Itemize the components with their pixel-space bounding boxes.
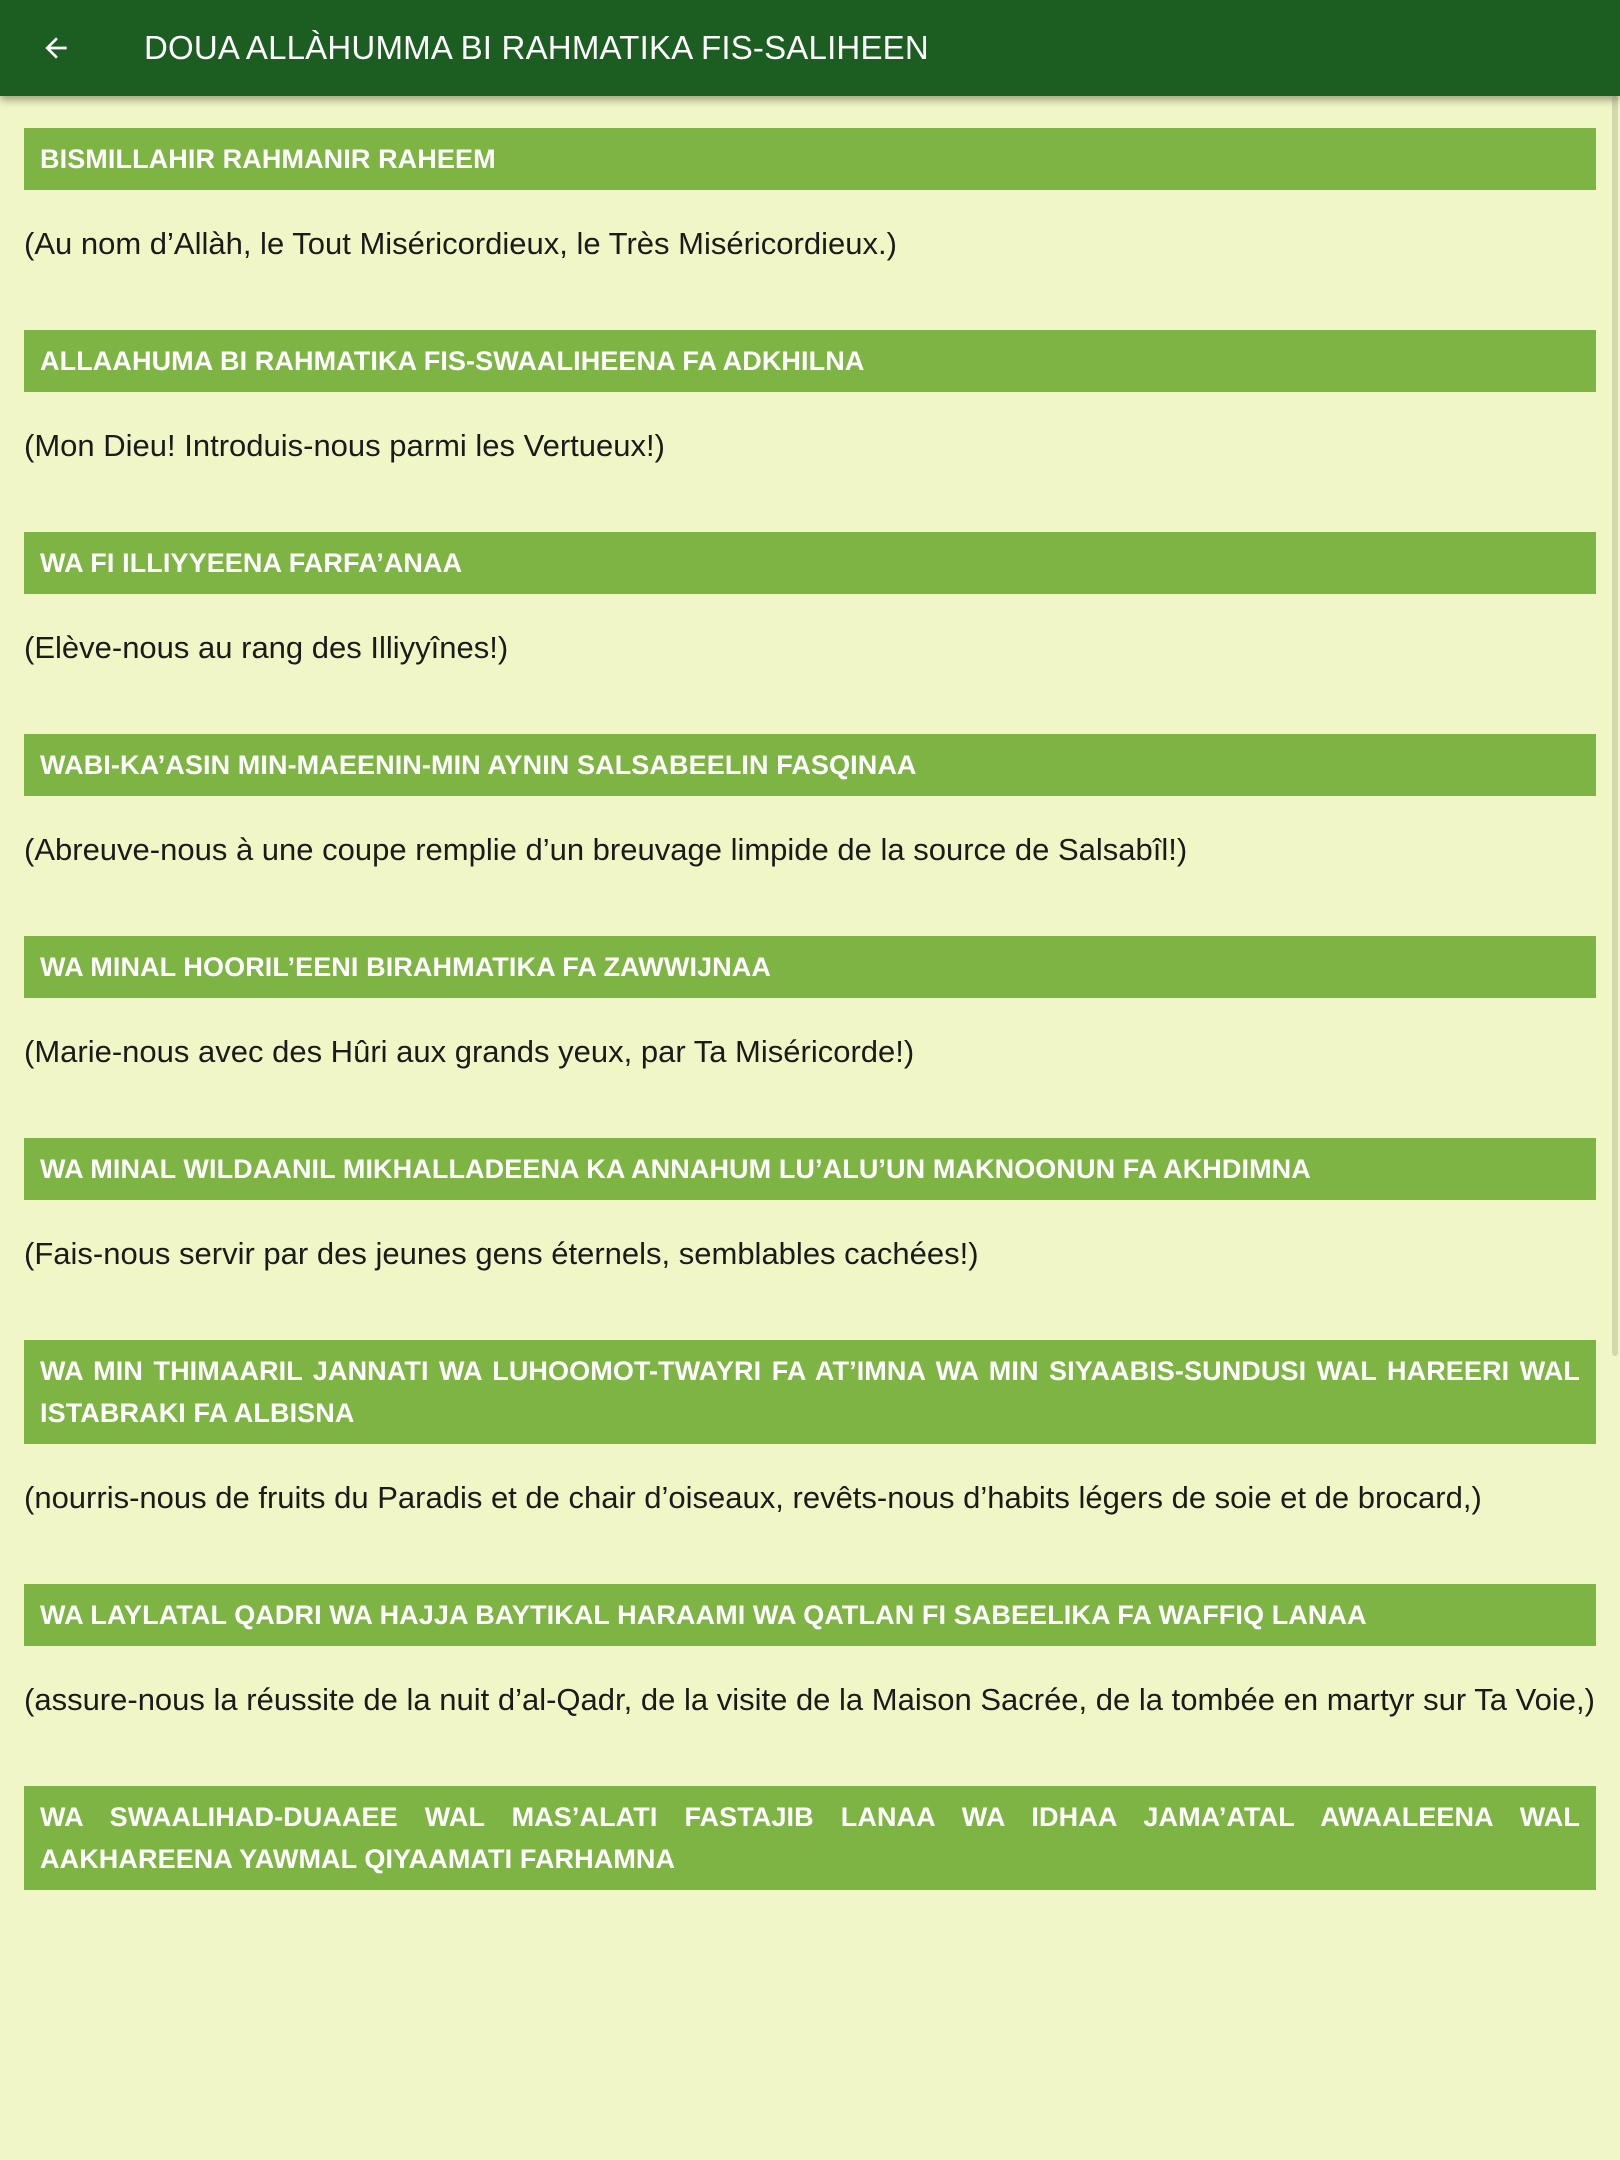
verse-item xyxy=(24,734,1596,874)
verse-item xyxy=(24,1340,1596,1522)
verse-arabic-transliteration: BISMILLAHIR RAHMANIR RAHEEM xyxy=(24,128,1596,190)
verse-arabic-transliteration: WA LAYLATAL QADRI WA HAJJA BAYTIKAL HARAAMI WA QATLAN FI SABEELIKA FA WAFFIQ LANAA xyxy=(24,1584,1596,1646)
verse-arabic-transliteration: WA SWAALIHAD-DUAAEE WAL MAS’ALATI FASTAJIB LANAA WA IDHAA JAMA’ATAL AWAALEENA WAL AAKHAREENA YAWMAL QIYAAMATI FARHAMNA xyxy=(24,1786,1596,1890)
verse-translation: (Elève-nous au rang des Illiyyînes!) xyxy=(24,630,509,665)
verse-translation: (Mon Dieu! Introduis-nous parmi les Vertueux!) xyxy=(24,428,665,463)
verse-item xyxy=(24,128,1596,268)
verse-translation: (Au nom d’Allàh, le Tout Miséricordieux, le Très Miséricordieux.) xyxy=(24,226,897,261)
verse-arabic-transliteration: WA MIN THIMAARIL JANNATI WA LUHOOMOT-TWAYRI FA AT’IMNA WA MIN SIYAABIS-SUNDUSI WAL HAREERI WAL ISTABRAKI FA ALBISNA xyxy=(24,1340,1596,1444)
page-title: DOUA ALLÀHUMMA BI RAHMATIKA FIS-SALIHEEN xyxy=(144,29,929,66)
verse-translation: (nourris-nous de fruits du Paradis et de chair d’oiseaux, revêts-nous d’habits légers de soie et de brocard,) xyxy=(24,1480,1482,1515)
verse-item xyxy=(24,936,1596,1076)
verse-item xyxy=(24,1786,1596,1890)
verse-item xyxy=(24,1138,1596,1278)
verse-arabic-transliteration: ALLAAHUMA BI RAHMATIKA FIS-SWAALIHEENA FA ADKHILNA xyxy=(24,330,1596,392)
verse-translation: (Marie-nous avec des Hûri aux grands yeux, par Ta Miséricorde!) xyxy=(24,1034,915,1069)
verse-list[interactable] xyxy=(24,128,1596,1952)
arrow-left-icon xyxy=(40,32,72,64)
verse-item xyxy=(24,532,1596,672)
back-button[interactable] xyxy=(28,20,84,76)
app-bar xyxy=(0,0,1620,96)
scrollbar[interactable] xyxy=(1612,96,1620,2160)
verse-arabic-transliteration: WA MINAL HOORIL’EENI BIRAHMATIKA FA ZAWWIJNAA xyxy=(24,936,1596,998)
scrollbar-thumb[interactable] xyxy=(1612,96,1618,1356)
verse-arabic-transliteration: WA FI ILLIYYEENA FARFA’ANAA xyxy=(24,532,1596,594)
verse-item xyxy=(24,330,1596,470)
verse-translation: (assure-nous la réussite de la nuit d’al-Qadr, de la visite de la Maison Sacrée, de la tombée en martyr sur Ta Voie,) xyxy=(24,1682,1595,1717)
verse-translation: (Fais-nous servir par des jeunes gens éternels, semblables cachées!) xyxy=(24,1236,979,1271)
verse-arabic-transliteration: WA MINAL WILDAANIL MIKHALLADEENA KA ANNAHUM LU’ALU’UN MAKNOONUN FA AKHDIMNA xyxy=(24,1138,1596,1200)
verse-item xyxy=(24,1584,1596,1724)
verse-translation: (Abreuve-nous à une coupe remplie d’un breuvage limpide de la source de Salsabîl!) xyxy=(24,832,1188,867)
verse-arabic-transliteration: WABI-KA’ASIN MIN-MAEENIN-MIN AYNIN SALSABEELIN FASQINAA xyxy=(24,734,1596,796)
